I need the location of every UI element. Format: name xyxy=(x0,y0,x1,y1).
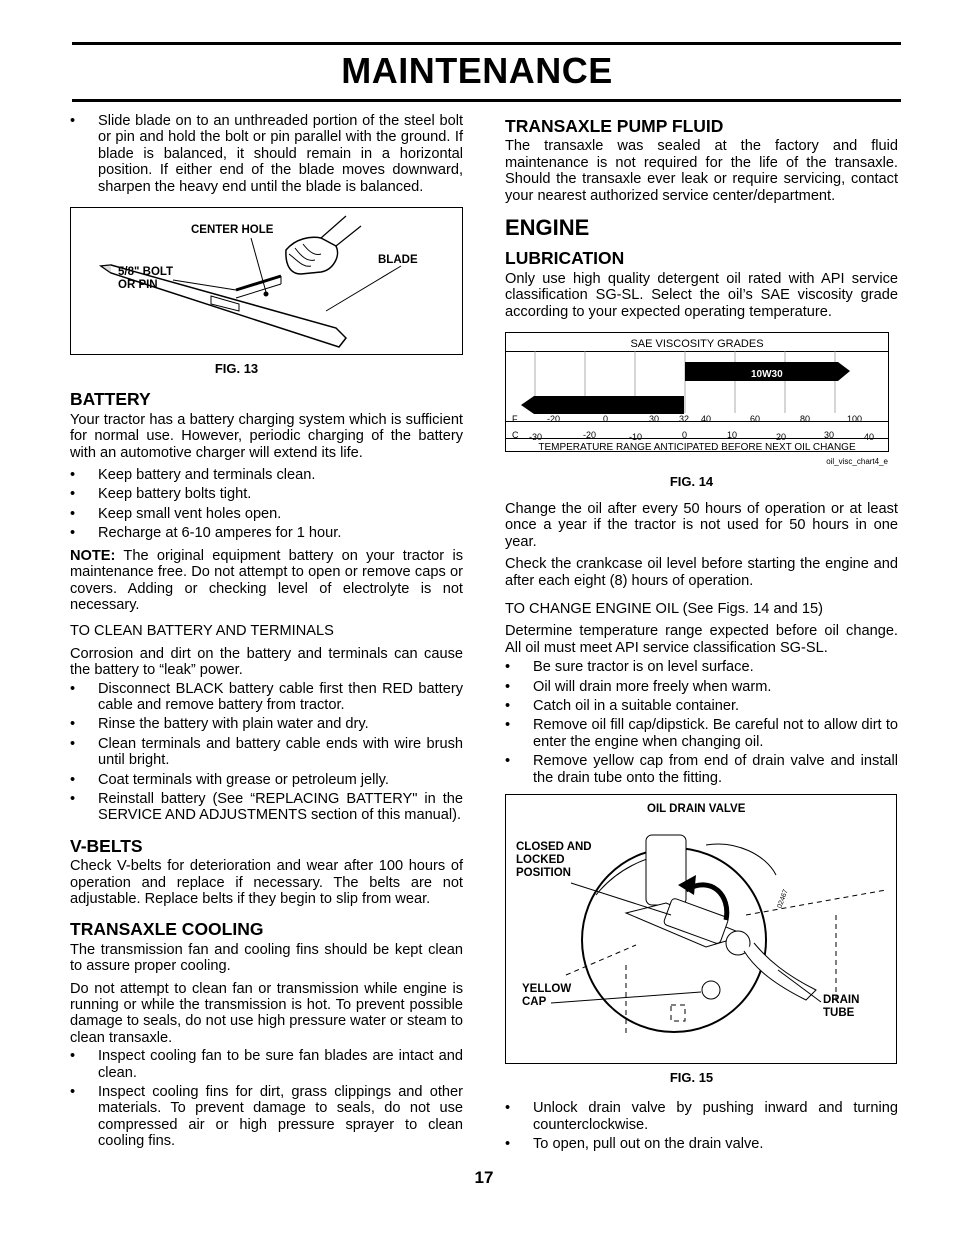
pump-heading: TRANSAXLE PUMP FLUID xyxy=(505,116,724,136)
list-item: • Keep battery bolts tight. xyxy=(70,486,463,502)
closed-label-line-1: CLOSED AND xyxy=(516,840,592,853)
battery-paragraph: Your tractor has a battery charging system which is sufficient for normal use. However, periodic charging of the battery with an automotive charger will extend its life. xyxy=(70,411,463,461)
vbelts-paragraph: Check V-belts for deterioration and wear after 100 hours of operation and replace if necessary. The belts are not adjustable. Replace belts if they begin to slip from wear. xyxy=(70,858,463,907)
grade-10w30: 10W30 xyxy=(751,369,783,381)
c-tick: 40 xyxy=(864,432,875,443)
page-title: MAINTENANCE xyxy=(341,50,613,91)
list-item: • Inspect cooling fins for dirt, grass clippings and other materials. To prevent damage to seals, do not use compressed air or high pressure sprayer to clean cooling fins. xyxy=(70,1084,463,1150)
fig15-code: 02467 xyxy=(776,888,790,910)
list-item: • Remove oil fill cap/dipstick. Be careful not to allow dirt to enter the engine when changing oil. xyxy=(505,717,898,750)
f-tick: 100 xyxy=(847,414,863,425)
determine-paragraph: Determine temperature range expected before oil change. All oil must meet API service classification SG-SL. xyxy=(505,623,898,656)
fig13-caption: FIG. 13 xyxy=(214,361,259,377)
c-tick: -30 xyxy=(529,432,543,443)
closed-label-line-3: POSITION xyxy=(516,866,571,879)
f-tick: 40 xyxy=(701,414,712,425)
fig14-caption: FIG. 14 xyxy=(669,474,714,490)
viscosity-chart xyxy=(505,332,889,452)
c-tick: 30 xyxy=(824,430,835,441)
engine-heading: ENGINE xyxy=(505,215,590,241)
f-tick: 30 xyxy=(649,414,660,425)
battery-note xyxy=(70,548,463,614)
list-item: • Recharge at 6-10 amperes for 1 hour. xyxy=(70,525,463,541)
or-pin-label: OR PIN xyxy=(118,279,158,292)
list-item: • Slide blade on to an unthreaded portion of the steel bolt or pin and hold the bolt or pin parallel with the ground. If blade is balanced, it should remain in a horizontal position. If either end of the blade moves downward, sharpen the heavy end until the blade is balanced. xyxy=(70,113,463,195)
celsius-label: C xyxy=(512,430,519,441)
check-paragraph: Check the crankcase oil level before starting the engine and after each eight (8) hours of operation. xyxy=(505,556,898,589)
list-item: • Reinstall battery (See “REPLACING BATTERY" in the SERVICE AND ADJUSTMENTS section of this manual). xyxy=(70,791,463,824)
clean-paragraph: Corrosion and dirt on the battery and terminals can cause the battery to “leak” power. xyxy=(70,645,463,679)
to-change-heading: TO CHANGE ENGINE OIL (See Figs. 14 and 15) xyxy=(505,600,823,617)
list-item: • Coat terminals with grease or petroleum jelly. xyxy=(70,772,463,788)
bolt-label: 5/8" BOLT xyxy=(118,266,174,279)
closed-label-line-2: LOCKED xyxy=(516,853,565,866)
drain-tube-label-line-2: TUBE xyxy=(823,1006,855,1019)
top-rule xyxy=(72,42,901,45)
final-list xyxy=(505,1100,898,1152)
list-item: • Oil will drain more freely when warm. xyxy=(505,679,898,695)
chart-title: SAE VISCOSITY GRADES xyxy=(630,338,764,351)
cooling-list xyxy=(70,1048,463,1149)
list-item: • Clean terminals and battery cable ends with wire brush until bright. xyxy=(70,736,463,769)
list-item: • Inspect cooling fan to be sure fan blades are intact and clean. xyxy=(70,1048,463,1081)
transaxle-cooling-heading: TRANSAXLE COOLING xyxy=(70,919,264,940)
f-tick: 80 xyxy=(800,414,811,425)
intro-list xyxy=(70,113,463,195)
note-label: NOTE: xyxy=(70,547,116,564)
c-tick: 0 xyxy=(682,430,688,441)
list-item: • Be sure tractor is on level surface. xyxy=(505,659,898,675)
viscosity-bars xyxy=(506,351,888,421)
clean-list xyxy=(70,681,463,824)
drain-valve-illustration xyxy=(506,795,896,1063)
center-hole-label: CENTER HOLE xyxy=(191,224,274,237)
title-underline xyxy=(72,99,901,102)
list-item: • Keep battery and terminals clean. xyxy=(70,467,463,483)
f-tick: 32 xyxy=(679,414,690,425)
f-tick: 0 xyxy=(603,414,609,425)
cooling-paragraph-1: The transmission fan and cooling fins should be kept clean to assure proper cooling. xyxy=(70,941,463,975)
f-tick: 60 xyxy=(750,414,761,425)
battery-list xyxy=(70,467,463,542)
chart-axis-rule xyxy=(506,421,888,422)
f-tick: -20 xyxy=(547,414,561,425)
c-tick: -10 xyxy=(629,432,643,443)
list-item: • Catch oil in a suitable container. xyxy=(505,698,898,714)
list-item: • Rinse the battery with plain water and dry. xyxy=(70,716,463,732)
c-tick: 20 xyxy=(776,432,787,443)
left-column xyxy=(70,113,463,1156)
clean-heading: TO CLEAN BATTERY AND TERMINALS xyxy=(70,623,334,640)
yellow-cap-label-line-2: CAP xyxy=(522,995,547,1008)
grade-5w30: 5W-30 xyxy=(591,387,621,399)
pump-paragraph: The transaxle was sealed at the factory and fluid maintenance is not required for the life of the transaxle. Should the transaxle ever leak or require servicing, contact your nearest authorized service center/department. xyxy=(505,138,898,204)
oil-drain-valve-label: OIL DRAIN VALVE xyxy=(647,802,746,815)
c-tick: -20 xyxy=(583,430,597,441)
vbelts-heading: V-BELTS xyxy=(70,835,143,856)
chart-footer: TEMPERATURE RANGE ANTICIPATED BEFORE NEXT OIL CHANGE xyxy=(506,438,888,456)
drain-tube-label-line-1: DRAIN xyxy=(823,993,860,1006)
yellow-cap-label-line-1: YELLOW xyxy=(522,982,572,995)
page-number: 17 xyxy=(474,1168,494,1187)
c-tick: 10 xyxy=(727,430,738,441)
battery-heading: BATTERY xyxy=(70,389,151,410)
list-item: • Disconnect BLACK battery cable first then RED battery cable and remove battery from tractor. xyxy=(70,681,463,714)
oil-change-list xyxy=(505,659,898,786)
blade-label: BLADE xyxy=(378,254,418,267)
list-item: • Keep small vent holes open. xyxy=(70,506,463,522)
list-item: • To open, pull out on the drain valve. xyxy=(505,1136,898,1152)
fahrenheit-label: F xyxy=(512,414,518,425)
lubrication-paragraph: Only use high quality detergent oil rated with API service classification SG-SL. Select the oil’s SAE viscosity grade according to your expected operating temperature. xyxy=(505,270,898,320)
list-item: • Unlock drain valve by pushing inward and turning counterclockwise. xyxy=(505,1100,898,1133)
chart-code: oil_visc_chart4_e xyxy=(826,457,888,467)
right-column xyxy=(505,104,898,1159)
fig15-diagram xyxy=(505,794,897,1064)
fig15-caption: FIG. 15 xyxy=(669,1069,714,1085)
fig13-diagram xyxy=(70,207,463,355)
change-paragraph: Change the oil after every 50 hours of operation or at least once a year if the tractor is not used for 50 hours in one year. xyxy=(505,500,898,550)
note-text: The original equipment battery on your tractor is maintenance free. Do not attempt to open or remove caps or covers. Adding or checking level of electrolyte is not necessary. xyxy=(70,547,463,613)
list-item: • Remove yellow cap from end of drain valve and install the drain tube onto the fitting. xyxy=(505,753,898,786)
cooling-paragraph-2: Do not attempt to clean fan or transmission while engine is running or while the transmission is hot. To prevent possible damage to seals, do not use high pressure water or steam to clean transaxle. xyxy=(70,980,463,1046)
lubrication-heading: LUBRICATION xyxy=(505,248,625,269)
